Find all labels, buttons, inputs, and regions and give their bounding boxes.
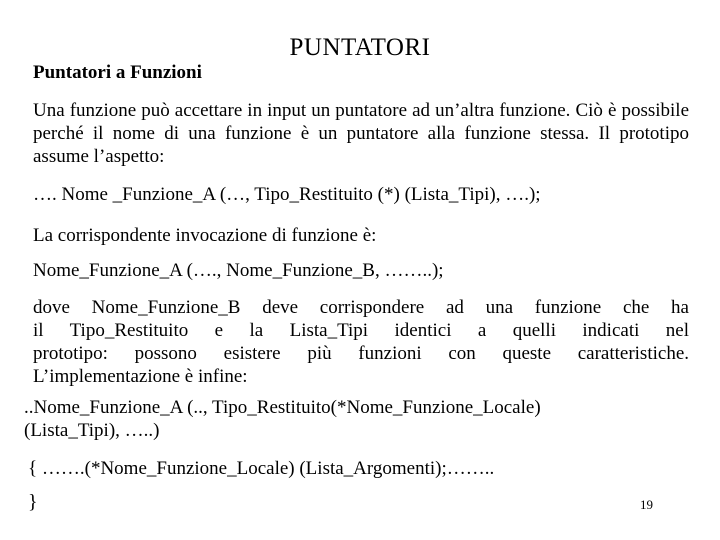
explanation-line: prototipo: possono esistere più funzioni con queste caratteristiche. [33,343,689,364]
invocation-intro-text: La corrispondente invocazione di funzione è: [33,225,377,246]
body-close-line [28,491,38,514]
invocation-line [33,259,444,282]
slide-title: PUNTATORI [289,34,431,61]
prototype-code: …. Nome _Funzione_A (…, Tipo_Restituito (*) (Lista_Tipi), ….); [33,184,541,205]
implementation-block [24,396,541,442]
explanation-line: il Tipo_Restituito e la Lista_Tipi identici a quelli indicati nel [33,320,689,341]
implementation-line: ..Nome_Funzione_A (.., Tipo_Restituito(*Nome_Funzione_Locale) [24,397,541,418]
prototype-line [33,183,541,206]
explanation-paragraph [33,296,689,388]
explanation-line: L’implementazione è infine: [33,366,248,387]
body-close-brace: } [28,491,38,513]
body-open-line [28,457,494,480]
body-open-code: { …….(*Nome_Funzione_Locale) (Lista_Argomenti);…….. [28,458,495,479]
page-number: 19 [640,497,653,512]
section-subtitle: Puntatori a Funzioni [33,62,202,83]
intro-paragraph: Una funzione può accettare in input un puntatore ad un’altra funzione. Ciò è possibile perché il nome di una funzione è un puntatore alla funzione stessa. Il prototipo assume l’aspetto: [33,100,689,167]
explanation-line: dove Nome_Funzione_B deve corrispondere ad una funzione che ha [33,297,689,318]
implementation-line: (Lista_Tipi), …..) [24,420,160,441]
invocation-intro [33,224,376,247]
invocation-code: Nome_Funzione_A (…., Nome_Funzione_B, ……..); [33,260,444,281]
